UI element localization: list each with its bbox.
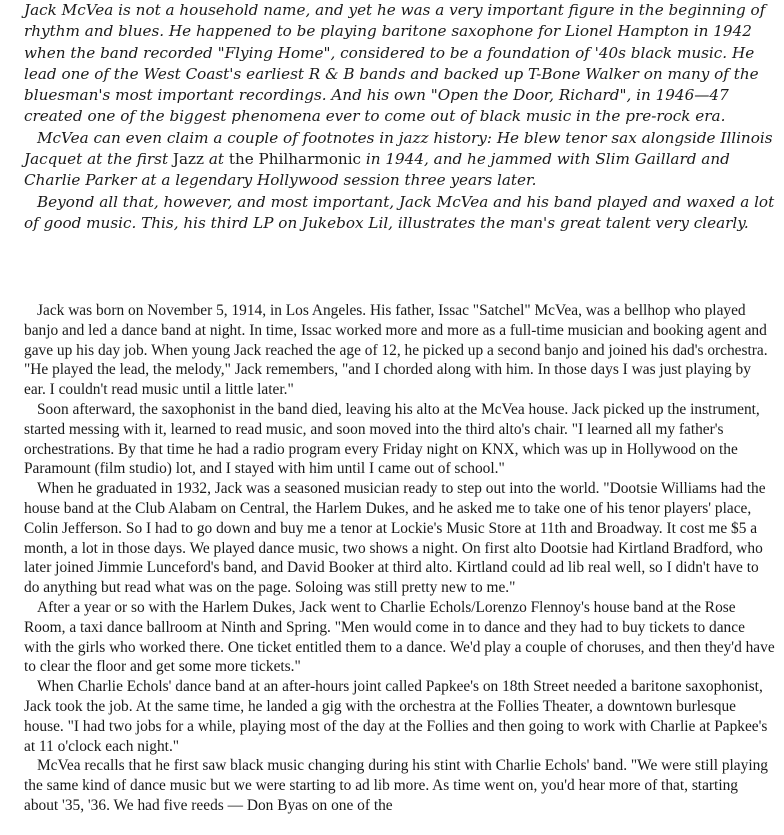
body-section bbox=[24, 301, 776, 816]
body-paragraph-6: McVea recalls that he first saw black music changing during his stint with Charlie Echols' band. "We were still playing the same kind of dance music but we were starting to ad lib more. As time went on, you'd hear more of that, starting about '35, '36. We had five reeds — Don Byas on one of the bbox=[24, 757, 769, 814]
body-paragraph-3: When he graduated in 1932, Jack was a seasoned musician ready to step out into the world. "Dootsie Williams had the house band at the Club Alabam on Central, the Harlem Dukes, and he asked me to take one of his tenor players' place, Colin Jefferson. So I had to go down and buy me a tenor at Lockie's Music Store at 11th and Broadway. It cost me $5 a month, a lot in those days. We played dance music, two shows a night. On first alto Dootsie had Kirtland Bradford, who later joined Jimmie Lunceford's band, and David Booker at third alto. Kirtland could ad lib real well, so I didn't have to do anything but read what was on the page. Soloing was still pretty new to me." bbox=[24, 480, 766, 597]
body-paragraph-5: When Charlie Echols' dance band at an after-hours joint called Papkee's on 18th Street needed a baritone saxophonist, Jack took the job. At the same time, he landed a gig with the orchestra at the Follies Theater, a downtown burlesque house. "I had two jobs for a while, playing most of the day at the Follies and then going to work with Charlie at Papkee's at 11 o'clock each night." bbox=[24, 678, 768, 755]
intro-paragraph-2-part-c: at bbox=[204, 150, 229, 169]
intro-paragraph-1: Jack McVea is not a household name, and yet he was a very important figure in the beginning of rhythm and blues. He happened to be playing baritone saxophone for Lionel Hampton in 1942 when the band recorded "Flying Home", considered to be a foundation of '40s black music. He lead one of the West Coast's earliest R & B bands and backed up T-Bone Walker on many of the bluesman's most important recordings. And his own "Open the Door, Richard", in 1946—47 created one of the biggest phenomena ever to come out of black music in the pre-rock era. bbox=[24, 1, 766, 126]
intro-section bbox=[24, 0, 776, 234]
intro-paragraph-2-part-a: McVea can even claim a couple of footnotes in jazz history: He blew tenor sax alongside Illinois Jacquet at the first bbox=[24, 128, 773, 169]
intro-paragraph-2-part-e: in 1944, and he jammed with Slim Gaillard and Charlie Parker at a legendary Hollywood session three years later. bbox=[24, 150, 730, 190]
body-paragraph-1: Jack was born on November 5, 1914, in Los Angeles. His father, Issac "Satchel" McVea, was a bellhop who played banjo and led a dance band at night. In time, Issac worked more and more as a full-time musician and booking agent and gave up his day job. When young Jack reached the age of 12, he picked up a second banjo and joined his dad's orchestra. "He played the lead, the melody," Jack remembers, "and I chorded along with him. In those days I was just playing by ear. I couldn't read music until a little later." bbox=[24, 302, 768, 399]
body-paragraph-4: After a year or so with the Harlem Dukes, Jack went to Charlie Echols/Lorenzo Flennoy's house band at the Rose Room, a taxi dance ballroom at Ninth and Spring. "Men would come in to dance and they had to buy tickets to dance with the girls who worked there. One ticket entitled them to a dance. We'd play a couple of choruses, and then they'd have to clear the floor and get some more tickets." bbox=[24, 598, 775, 676]
intro-paragraph-3: Beyond all that, however, and most important, Jack McVea and his band played and waxed a lot of good music. This, his third LP on Jukebox Lil, illustrates the man's great talent very clearly. bbox=[24, 192, 775, 232]
intro-paragraph-2-part-d: the Philharmonic bbox=[228, 150, 362, 169]
intro-paragraph-2 bbox=[24, 128, 776, 192]
body-paragraph-2: Soon afterward, the saxophonist in the band died, leaving his alto at the McVea house. Jack picked up the instrument, started messing with it, learned to read music, and soon moved into the third alto's chair. "I learned all my father's orchestrations. By that time he had a radio program every Friday night on KNX, which was up in Hollywood on the Paramount (film studio) lot, and I stayed with him until I came out of school." bbox=[24, 400, 760, 478]
intro-paragraph-2-part-b: Jazz bbox=[172, 150, 205, 169]
